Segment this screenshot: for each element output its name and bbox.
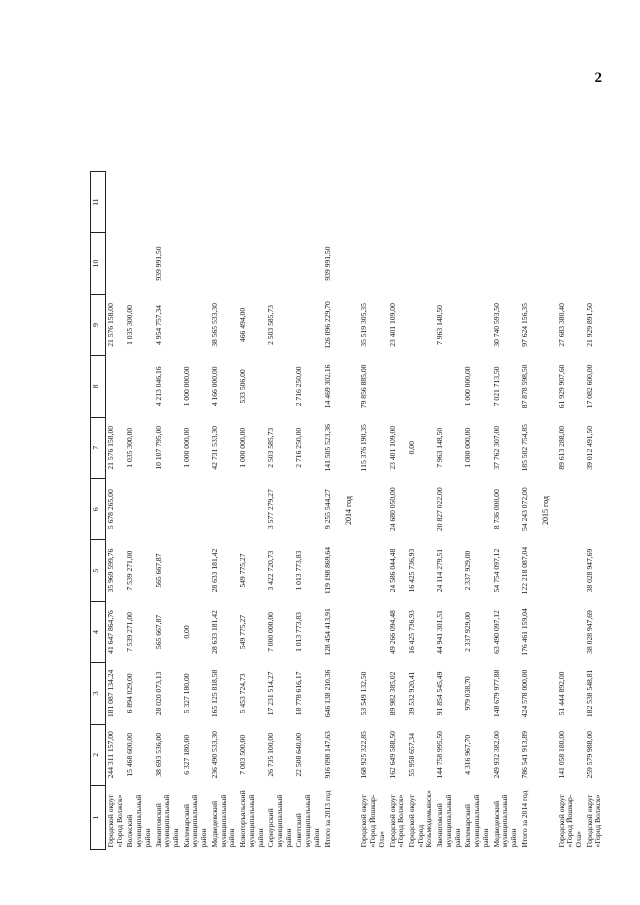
cell-col-12 bbox=[294, 110, 322, 171]
table-row bbox=[125, 110, 153, 850]
cell-col-11 bbox=[557, 171, 585, 232]
cell-col-3: 51 444 892,00 bbox=[556, 671, 566, 716]
cell-col-8: 7 021 713,50 bbox=[491, 366, 501, 407]
cell-col-5: 28 633 181,42 bbox=[209, 548, 219, 593]
table-row bbox=[238, 110, 266, 850]
cell-col-6 bbox=[125, 478, 153, 539]
municipality-name: Итого за 2014 год bbox=[519, 790, 529, 848]
cell-col-12 bbox=[182, 110, 210, 171]
total-row bbox=[323, 110, 341, 850]
cell-col-5: 38 028 947,69 bbox=[584, 548, 594, 593]
cell-col-6: 3 577 279,27 bbox=[266, 489, 276, 530]
cell-col-8: 1 000 000,00 bbox=[463, 366, 473, 407]
cell-col-9: 23 401 109,00 bbox=[387, 303, 397, 347]
cell-col-10: 939 991,50 bbox=[153, 246, 163, 281]
cell-col-3: 424 578 000,00 bbox=[519, 669, 529, 718]
cell-col-5: 565 667,87 bbox=[153, 553, 163, 588]
table-row bbox=[388, 110, 407, 850]
cell-col-12 bbox=[125, 110, 153, 171]
column-header-3: 3 bbox=[91, 663, 106, 724]
cell-col-2: 162 649 588,50 bbox=[387, 731, 397, 779]
table-row bbox=[557, 110, 585, 850]
cell-col-12 bbox=[463, 110, 491, 171]
cell-col-9: 21 929 891,50 bbox=[584, 303, 594, 347]
cell-col-12 bbox=[359, 110, 387, 171]
table-row bbox=[359, 110, 387, 850]
cell-col-10 bbox=[294, 233, 322, 294]
cell-col-9: 97 624 156,35 bbox=[519, 303, 529, 347]
cell-col-7: 89 613 288,00 bbox=[556, 425, 566, 470]
table-row bbox=[492, 110, 520, 850]
cell-col-7: 7 963 148,50 bbox=[435, 427, 445, 468]
year-label: 2015 год bbox=[541, 496, 551, 525]
table-row bbox=[106, 110, 126, 850]
cell-col-7: 1 000 000,00 bbox=[238, 427, 248, 468]
cell-col-2: 249 932 382,00 bbox=[491, 731, 501, 779]
cell-col-8: 61 929 907,60 bbox=[556, 364, 566, 409]
cell-col-11 bbox=[210, 171, 238, 232]
cell-col-5: 2 337 929,00 bbox=[463, 550, 473, 591]
cell-col-6: 54 243 072,00 bbox=[519, 487, 529, 532]
cell-col-12 bbox=[585, 110, 604, 171]
cell-col-11 bbox=[359, 171, 387, 232]
cell-col-9 bbox=[294, 294, 322, 355]
cell-col-2: 7 003 500,00 bbox=[238, 734, 248, 775]
cell-col-3: 979 038,70 bbox=[463, 676, 473, 711]
cell-col-9: 4 954 757,34 bbox=[153, 305, 163, 345]
cell-col-4: 7 539 271,00 bbox=[125, 612, 135, 652]
cell-col-4 bbox=[557, 601, 585, 662]
year-section-heading bbox=[340, 110, 359, 850]
column-header-11: 11 bbox=[91, 171, 106, 232]
cell-col-9: 27 683 380,40 bbox=[556, 303, 566, 347]
municipality-name: Городской округ «Город Волжск» bbox=[584, 794, 603, 848]
cell-col-2: 4 316 967,70 bbox=[463, 734, 473, 775]
municipality-name: Волжский муниципальный район bbox=[125, 794, 152, 848]
cell-col-10 bbox=[463, 233, 491, 294]
cell-col-2: 236 490 533,30 bbox=[209, 731, 219, 779]
cell-col-11 bbox=[182, 171, 210, 232]
cell-col-7: 2 503 585,73 bbox=[266, 427, 276, 468]
cell-col-3: 91 854 545,49 bbox=[435, 671, 445, 716]
cell-col-2: 38 693 536,00 bbox=[153, 732, 163, 777]
cell-col-5: 549 775,27 bbox=[238, 553, 248, 588]
cell-col-8: 533 506,00 bbox=[238, 369, 248, 404]
cell-col-10 bbox=[557, 233, 585, 294]
municipality-name: Городской округ «Город Йошкар-Ола» bbox=[359, 794, 386, 848]
cell-col-12 bbox=[407, 110, 435, 171]
cell-col-4: 28 633 181,42 bbox=[209, 610, 219, 654]
cell-col-9: 38 565 533,30 bbox=[209, 303, 219, 347]
cell-col-7: 1 000 000,00 bbox=[463, 427, 473, 468]
cell-col-5: 35 969 599,76 bbox=[106, 548, 115, 593]
cell-col-2: 916 098 147,63 bbox=[322, 731, 332, 779]
cell-col-8: 4 213 046,16 bbox=[153, 366, 163, 407]
cell-col-8: 87 878 598,50 bbox=[519, 364, 529, 409]
cell-col-8 bbox=[125, 356, 153, 417]
cell-col-11 bbox=[388, 171, 407, 232]
page-number: 2 bbox=[594, 70, 602, 86]
cell-col-5: 54 754 097,12 bbox=[491, 548, 501, 593]
column-header-2: 2 bbox=[91, 724, 106, 785]
column-header-9: 9 bbox=[91, 294, 106, 355]
cell-col-9: 30 740 593,50 bbox=[491, 303, 501, 347]
cell-col-10 bbox=[435, 233, 463, 294]
cell-col-5: 3 422 720,73 bbox=[266, 550, 276, 591]
municipality-name: Килемарский муниципальный район bbox=[463, 794, 490, 848]
cell-col-9: 466 494,00 bbox=[238, 307, 248, 343]
cell-col-3: 89 982 385,02 bbox=[387, 671, 397, 716]
cell-col-12 bbox=[520, 110, 538, 171]
table-row bbox=[407, 110, 435, 850]
cell-col-10 bbox=[266, 233, 294, 294]
cell-col-2: 55 958 657,34 bbox=[407, 732, 417, 777]
column-header-1: 1 bbox=[91, 786, 106, 850]
cell-col-8: 1 000 000,00 bbox=[181, 366, 191, 407]
cell-col-7: 42 731 533,30 bbox=[209, 425, 219, 470]
cell-col-9: 1 035 300,00 bbox=[125, 305, 135, 345]
cell-col-3: 5 327 180,00 bbox=[181, 673, 191, 714]
cell-col-10 bbox=[492, 233, 520, 294]
cell-col-4: 63 490 097,12 bbox=[491, 610, 501, 654]
cell-col-11 bbox=[323, 171, 341, 232]
cell-col-7: 2 716 250,00 bbox=[294, 427, 304, 468]
table-row bbox=[585, 110, 604, 850]
cell-col-6: 20 827 022,00 bbox=[435, 487, 445, 532]
cell-col-3: 53 549 132,50 bbox=[359, 671, 369, 716]
cell-col-2: 144 758 995,50 bbox=[435, 731, 445, 779]
cell-col-8 bbox=[106, 356, 126, 417]
cell-col-5: 122 218 087,04 bbox=[519, 546, 529, 595]
cell-col-4: 38 028 947,69 bbox=[584, 610, 594, 654]
cell-col-3: 181 087 134,24 bbox=[106, 669, 115, 718]
cell-col-2: 22 508 640,00 bbox=[294, 732, 304, 777]
cell-col-10 bbox=[182, 233, 210, 294]
cell-col-2: 26 735 100,00 bbox=[266, 732, 276, 777]
cell-col-4: 49 266 094,48 bbox=[387, 610, 397, 654]
cell-col-7: 0,00 bbox=[407, 441, 417, 455]
cell-col-11 bbox=[492, 171, 520, 232]
cell-col-6 bbox=[407, 478, 435, 539]
cell-col-2: 141 058 180,00 bbox=[556, 731, 566, 779]
cell-col-12 bbox=[266, 110, 294, 171]
municipality-name: Городской округ «Город Волжск» bbox=[106, 794, 124, 848]
cell-col-7: 115 376 190,35 bbox=[359, 424, 369, 472]
cell-col-7: 141 505 523,36 bbox=[322, 424, 332, 472]
cell-col-11 bbox=[266, 171, 294, 232]
cell-col-3: 18 778 616,17 bbox=[294, 671, 304, 716]
cell-col-8: 17 082 600,00 bbox=[584, 364, 594, 409]
cell-col-5 bbox=[182, 540, 210, 601]
cell-col-7: 185 502 754,85 bbox=[519, 424, 529, 472]
municipality-name: Городской округ «Город Йошкар-Ола» bbox=[556, 794, 583, 848]
cell-col-4: 565 667,87 bbox=[153, 614, 163, 650]
cell-col-3: 165 125 818,58 bbox=[209, 669, 219, 718]
column-header-6: 6 bbox=[91, 478, 106, 539]
cell-col-9: 35 519 305,35 bbox=[359, 303, 369, 347]
cell-col-11 bbox=[435, 171, 463, 232]
cell-col-10 bbox=[359, 233, 387, 294]
cell-col-9 bbox=[463, 294, 491, 355]
cell-col-6 bbox=[557, 478, 585, 539]
rotated-table-container bbox=[90, 110, 603, 850]
column-header-5: 5 bbox=[91, 540, 106, 601]
cell-col-7: 1 035 300,00 bbox=[125, 427, 135, 468]
cell-col-12 bbox=[154, 110, 182, 171]
cell-col-11 bbox=[585, 171, 604, 232]
cell-col-8 bbox=[388, 356, 407, 417]
cell-col-2: 259 579 988,00 bbox=[584, 731, 594, 779]
table-body bbox=[106, 110, 605, 850]
municipality-name: Итого за 2013 год bbox=[322, 790, 332, 848]
cell-col-11 bbox=[520, 171, 538, 232]
cell-col-10 bbox=[238, 233, 266, 294]
column-header-10: 10 bbox=[91, 233, 106, 294]
municipality-name: Звениговский муниципальный район bbox=[435, 794, 462, 848]
cell-col-7: 37 762 307,00 bbox=[491, 425, 501, 470]
municipality-name: Городской округ «Город Волжск» bbox=[387, 794, 406, 848]
cell-col-5 bbox=[359, 540, 387, 601]
column-header-8: 8 bbox=[91, 356, 106, 417]
table-row bbox=[182, 110, 210, 850]
cell-col-8: 14 469 302,16 bbox=[322, 364, 332, 409]
cell-col-12 bbox=[435, 110, 463, 171]
cell-col-6: 8 736 000,00 bbox=[491, 489, 501, 530]
total-row bbox=[520, 110, 538, 850]
cell-col-12 bbox=[323, 110, 341, 171]
cell-col-4: 7 000 000,00 bbox=[266, 612, 276, 652]
cell-col-4 bbox=[359, 601, 387, 662]
cell-col-4: 41 647 864,76 bbox=[106, 610, 115, 654]
cell-col-9: 21 576 158,00 bbox=[106, 303, 115, 347]
cell-col-3: 39 532 920,41 bbox=[407, 671, 417, 716]
cell-col-9: 7 963 148,50 bbox=[435, 305, 445, 345]
cell-col-9 bbox=[407, 294, 435, 355]
cell-col-12 bbox=[106, 110, 126, 171]
cell-col-5: 119 198 869,64 bbox=[322, 546, 332, 595]
cell-col-10 bbox=[125, 233, 153, 294]
cell-col-6 bbox=[210, 478, 238, 539]
cell-col-11 bbox=[154, 171, 182, 232]
cell-col-7: 1 000 000,00 bbox=[181, 427, 191, 468]
municipality-name: Советский муниципальный район bbox=[294, 794, 321, 848]
column-header-4: 4 bbox=[91, 601, 106, 662]
table-header bbox=[91, 110, 106, 850]
municipality-name: Новоторъяльский муниципальный район bbox=[238, 790, 265, 848]
cell-col-7: 39 012 491,50 bbox=[584, 425, 594, 470]
cell-col-2: 168 925 322,85 bbox=[359, 731, 369, 779]
table-row bbox=[154, 110, 182, 850]
cell-col-10 bbox=[106, 233, 126, 294]
municipality-name: Звениговский муниципальный район bbox=[153, 794, 181, 848]
table-row bbox=[294, 110, 322, 850]
cell-col-11 bbox=[238, 171, 266, 232]
cell-col-6 bbox=[294, 478, 322, 539]
cell-col-4: 0,00 bbox=[181, 625, 191, 639]
cell-col-8: 79 856 885,00 bbox=[359, 364, 369, 409]
cell-col-7: 10 107 795,00 bbox=[153, 425, 163, 470]
cell-col-11 bbox=[106, 171, 126, 232]
cell-col-9 bbox=[182, 294, 210, 355]
cell-col-6 bbox=[182, 478, 210, 539]
cell-col-10 bbox=[520, 233, 538, 294]
municipality-name: Медведевский муниципальный район bbox=[209, 794, 237, 848]
table-row bbox=[210, 110, 238, 850]
cell-col-6: 24 680 050,00 bbox=[387, 487, 397, 532]
municipality-name: Килемарский муниципальный район bbox=[181, 794, 209, 848]
cell-col-9: 2 503 585,73 bbox=[266, 305, 276, 345]
cell-col-2: 6 327 180,00 bbox=[181, 734, 191, 775]
cell-col-10 bbox=[388, 233, 407, 294]
table-row bbox=[435, 110, 463, 850]
municipality-name: Медведевский муниципальный район bbox=[491, 794, 518, 848]
cell-col-10: 939 991,50 bbox=[322, 246, 332, 281]
cell-col-5: 1 013 773,83 bbox=[294, 550, 304, 591]
cell-col-12 bbox=[492, 110, 520, 171]
cell-col-11 bbox=[463, 171, 491, 232]
cell-col-3: 148 679 977,88 bbox=[491, 669, 501, 718]
cell-col-6 bbox=[585, 478, 604, 539]
cell-col-2: 15 468 600,00 bbox=[125, 732, 135, 777]
cell-col-7: 23 401 109,00 bbox=[387, 425, 397, 470]
cell-col-11 bbox=[294, 171, 322, 232]
cell-col-3: 646 138 210,36 bbox=[322, 669, 332, 718]
cell-col-4: 16 425 736,93 bbox=[407, 610, 417, 654]
table-row bbox=[463, 110, 491, 850]
cell-col-12 bbox=[388, 110, 407, 171]
cell-col-6: 5 678 265,00 bbox=[106, 489, 115, 530]
cell-col-6 bbox=[359, 478, 387, 539]
year-label: 2014 год bbox=[344, 496, 354, 525]
municipality-name: Городской округ «Город Козьмодемьянск» bbox=[407, 790, 434, 848]
cell-col-4: 2 337 929,00 bbox=[463, 612, 473, 652]
header-row bbox=[91, 110, 106, 850]
cell-col-6 bbox=[154, 478, 182, 539]
cell-col-8 bbox=[266, 356, 294, 417]
cell-col-10 bbox=[210, 233, 238, 294]
cell-col-3: 17 231 514,27 bbox=[266, 671, 276, 716]
cell-col-10 bbox=[585, 233, 604, 294]
cell-col-6: 9 255 544,27 bbox=[322, 489, 332, 530]
cell-col-5: 24 114 279,51 bbox=[435, 548, 445, 593]
cell-col-7: 21 576 158,00 bbox=[106, 425, 115, 470]
cell-col-11 bbox=[125, 171, 153, 232]
cell-col-3: 28 020 073,13 bbox=[153, 671, 163, 716]
cell-col-8: 4 166 000,00 bbox=[209, 366, 219, 407]
cell-col-3: 182 538 548,81 bbox=[584, 669, 594, 718]
year-section-heading bbox=[537, 110, 556, 850]
cell-col-9: 126 096 229,70 bbox=[322, 301, 332, 349]
cell-col-8: 2 716 250,00 bbox=[294, 366, 304, 407]
cell-col-4: 44 941 301,51 bbox=[435, 610, 445, 654]
cell-col-3: 6 894 029,00 bbox=[125, 673, 135, 714]
cell-col-8 bbox=[435, 356, 463, 417]
table-row bbox=[266, 110, 294, 850]
cell-col-11 bbox=[407, 171, 435, 232]
cell-col-5: 24 586 044,48 bbox=[387, 548, 397, 593]
cell-col-2: 786 541 913,89 bbox=[519, 731, 529, 779]
cell-col-5: 16 425 736,93 bbox=[407, 548, 417, 593]
cell-col-5 bbox=[557, 540, 585, 601]
cell-col-12 bbox=[210, 110, 238, 171]
cell-col-4: 176 461 159,04 bbox=[519, 608, 529, 656]
cell-col-3: 5 453 724,73 bbox=[238, 673, 248, 714]
cell-col-6 bbox=[238, 478, 266, 539]
cell-col-4: 1 013 773,83 bbox=[294, 612, 304, 652]
cell-col-8 bbox=[407, 356, 435, 417]
cell-col-4: 549 775,27 bbox=[238, 614, 248, 650]
cell-col-12 bbox=[557, 110, 585, 171]
budget-table bbox=[90, 110, 604, 850]
cell-col-5: 7 539 271,00 bbox=[125, 550, 135, 591]
cell-col-4: 128 454 413,91 bbox=[322, 608, 332, 656]
cell-col-6 bbox=[463, 478, 491, 539]
column-header-7: 7 bbox=[91, 417, 106, 478]
cell-col-10 bbox=[407, 233, 435, 294]
municipality-name: Сернурский муниципальный район bbox=[266, 794, 293, 848]
cell-col-12 bbox=[238, 110, 266, 171]
cell-col-2: 244 311 157,00 bbox=[106, 731, 115, 779]
